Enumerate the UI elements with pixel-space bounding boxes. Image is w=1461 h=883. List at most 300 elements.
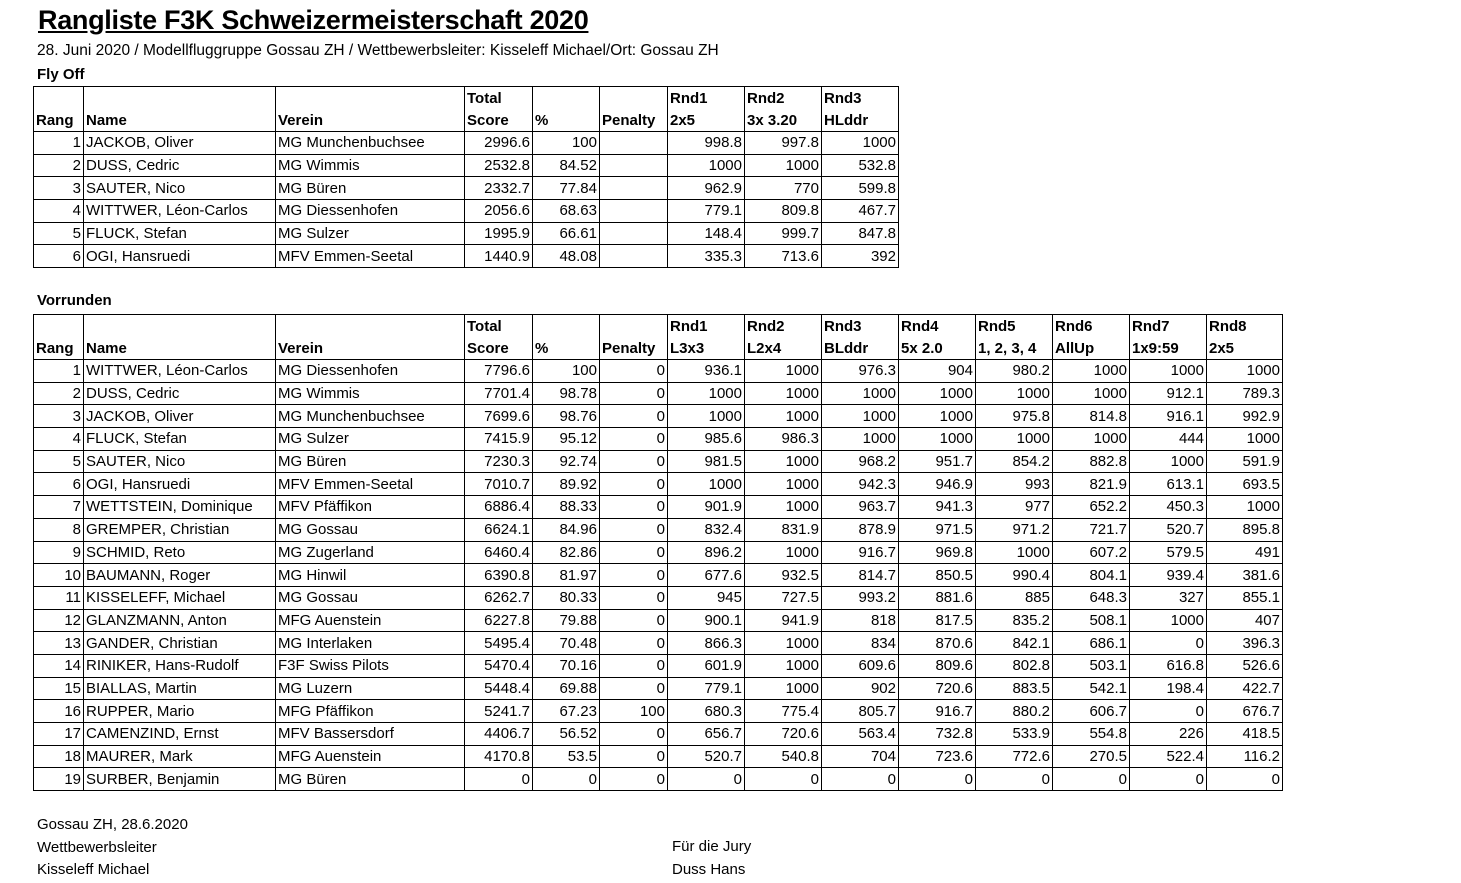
table-cell: DUSS, Cedric (84, 382, 276, 405)
table-cell: 814.8 (1053, 405, 1130, 428)
table-cell: 95.12 (533, 428, 600, 451)
table-cell: 48.08 (533, 245, 600, 268)
table-cell: MFV Emmen-Seetal (276, 473, 465, 496)
table-cell: 916.1 (1130, 405, 1207, 428)
table-cell: 814.7 (822, 564, 899, 587)
table-cell: GLANZMANN, Anton (84, 609, 276, 632)
header-cell: Rang (34, 109, 84, 132)
table-cell: 1000 (976, 541, 1053, 564)
header-cell: L2x4 (745, 337, 822, 360)
table-cell: 804.1 (1053, 564, 1130, 587)
table-cell: MG Interlaken (276, 632, 465, 655)
table-cell: 866.3 (668, 632, 745, 655)
table-cell: 680.3 (668, 700, 745, 723)
table-cell: 4 (34, 200, 84, 223)
table-cell: 0 (465, 768, 533, 791)
table-cell: BIALLAS, Martin (84, 677, 276, 700)
table-cell: 6 (34, 245, 84, 268)
table-cell: 98.78 (533, 382, 600, 405)
table-cell: 904 (899, 360, 976, 383)
table-cell: 941.3 (899, 496, 976, 519)
table-cell: 422.7 (1207, 677, 1283, 700)
table-cell: 916.7 (822, 541, 899, 564)
table-cell: 976.3 (822, 360, 899, 383)
table-row (34, 496, 1283, 519)
table-cell: 70.48 (533, 632, 600, 655)
table-cell: 84.96 (533, 518, 600, 541)
table-cell: 817.5 (899, 609, 976, 632)
table-cell: 1000 (668, 382, 745, 405)
table-cell: 66.61 (533, 222, 600, 245)
header-cell: Verein (276, 337, 465, 360)
header-cell: Rnd5 (976, 315, 1053, 338)
header-cell: Rnd8 (1207, 315, 1283, 338)
table-cell: WITTWER, Léon-Carlos (84, 200, 276, 223)
table-cell: 81.97 (533, 564, 600, 587)
table-row (34, 382, 1283, 405)
table-cell: MG Luzern (276, 677, 465, 700)
table-cell: MFG Auenstein (276, 609, 465, 632)
table-cell: 70.16 (533, 654, 600, 677)
table-cell: MG Munchenbuchsee (276, 132, 465, 155)
header-cell (276, 315, 465, 338)
table-cell: 1000 (745, 360, 822, 383)
table-cell: 563.4 (822, 723, 899, 746)
footer-left (37, 814, 188, 882)
table-cell: 579.5 (1130, 541, 1207, 564)
table-cell: 1000 (822, 428, 899, 451)
header-cell: Name (84, 337, 276, 360)
header-cell (533, 315, 600, 338)
table-row (34, 245, 899, 268)
table-cell: 0 (600, 677, 668, 700)
table-cell: 0 (600, 632, 668, 655)
table-cell: 5448.4 (465, 677, 533, 700)
table-cell: 704 (822, 745, 899, 768)
table-cell: 392 (822, 245, 899, 268)
table-cell: 779.1 (668, 200, 745, 223)
table-cell: 896.2 (668, 541, 745, 564)
table-cell: 975.8 (976, 405, 1053, 428)
table-cell: 1000 (976, 428, 1053, 451)
table-cell: 407 (1207, 609, 1283, 632)
table-cell: 6460.4 (465, 541, 533, 564)
table-cell: 599.8 (822, 177, 899, 200)
table-cell: SURBER, Benjamin (84, 768, 276, 791)
table-cell: 1000 (745, 382, 822, 405)
header-cell: 2x5 (668, 109, 745, 132)
table-cell: 10 (34, 564, 84, 587)
table-cell: 68.63 (533, 200, 600, 223)
table-cell: 606.7 (1053, 700, 1130, 723)
table-cell: 67.23 (533, 700, 600, 723)
table-cell: 532.8 (822, 154, 899, 177)
table-cell: 4 (34, 428, 84, 451)
table-row (34, 200, 899, 223)
table-cell (600, 200, 668, 223)
table-cell: 770 (745, 177, 822, 200)
table-cell: MG Diessenhofen (276, 200, 465, 223)
header-cell: Verein (276, 109, 465, 132)
table-cell: RUPPER, Mario (84, 700, 276, 723)
table-cell: 977 (976, 496, 1053, 519)
header-cell: 2x5 (1207, 337, 1283, 360)
flyoff-label: Fly Off (37, 66, 85, 83)
table-cell: 12 (34, 609, 84, 632)
table-cell: 809.8 (745, 200, 822, 223)
table-cell: 116.2 (1207, 745, 1283, 768)
table-cell: 7230.3 (465, 450, 533, 473)
table-cell: MFV Pfäffikon (276, 496, 465, 519)
table-cell: 946.9 (899, 473, 976, 496)
table-cell: 932.5 (745, 564, 822, 587)
table-cell: 226 (1130, 723, 1207, 746)
table-cell: 1000 (1053, 428, 1130, 451)
table-cell: 942.3 (822, 473, 899, 496)
table-cell: WETTSTEIN, Dominique (84, 496, 276, 519)
table-cell: 89.92 (533, 473, 600, 496)
table-cell: 720.6 (899, 677, 976, 700)
table-cell: MFV Emmen-Seetal (276, 245, 465, 268)
table-cell: 847.8 (822, 222, 899, 245)
table-cell: 1000 (822, 405, 899, 428)
table-cell: 270.5 (1053, 745, 1130, 768)
table-cell: 912.1 (1130, 382, 1207, 405)
table-cell: 677.6 (668, 564, 745, 587)
table-cell: 885 (976, 586, 1053, 609)
header-cell: 1x9:59 (1130, 337, 1207, 360)
table-cell: 80.33 (533, 586, 600, 609)
table-row (34, 541, 1283, 564)
table-cell: 854.2 (976, 450, 1053, 473)
table-cell: 821.9 (1053, 473, 1130, 496)
header-row (34, 315, 1283, 338)
table-row (34, 473, 1283, 496)
header-cell: BLddr (822, 337, 899, 360)
table-cell: 491 (1207, 541, 1283, 564)
table-cell: 832.4 (668, 518, 745, 541)
header-cell (600, 87, 668, 110)
table-cell (600, 177, 668, 200)
table-row (34, 177, 899, 200)
table-cell: 0 (600, 405, 668, 428)
table-cell: FLUCK, Stefan (84, 222, 276, 245)
footer-date-place: Gossau ZH, 28.6.2020 (37, 816, 188, 833)
table-cell: 520.7 (1130, 518, 1207, 541)
table-cell: 0 (745, 768, 822, 791)
table-cell: 870.6 (899, 632, 976, 655)
table-cell: 936.1 (668, 360, 745, 383)
header-cell: Rnd3 (822, 315, 899, 338)
table-cell: 613.1 (1130, 473, 1207, 496)
table-cell: 1 (34, 360, 84, 383)
table-cell: 0 (600, 382, 668, 405)
header-cell: Penalty (600, 337, 668, 360)
header-row (34, 87, 899, 110)
table-cell: 77.84 (533, 177, 600, 200)
table-cell: 779.1 (668, 677, 745, 700)
table-cell: 1 (34, 132, 84, 155)
table-cell: 992.9 (1207, 405, 1283, 428)
table-cell: MG Munchenbuchsee (276, 405, 465, 428)
table-cell: GANDER, Christian (84, 632, 276, 655)
table-cell: RINIKER, Hans-Rudolf (84, 654, 276, 677)
header-cell (600, 315, 668, 338)
table-cell: 1000 (976, 382, 1053, 405)
table-cell: 818 (822, 609, 899, 632)
table-cell: 993 (976, 473, 1053, 496)
table-cell: MFG Auenstein (276, 745, 465, 768)
table-cell: 883.5 (976, 677, 1053, 700)
table-cell: 6624.1 (465, 518, 533, 541)
table-cell: F3F Swiss Pilots (276, 654, 465, 677)
table-cell: OGI, Hansruedi (84, 473, 276, 496)
header-cell: Rnd7 (1130, 315, 1207, 338)
table-cell: 5 (34, 222, 84, 245)
header-cell (276, 87, 465, 110)
table-cell: MAURER, Mark (84, 745, 276, 768)
table-cell: 6886.4 (465, 496, 533, 519)
table-cell: 6 (34, 473, 84, 496)
table-cell: 1000 (745, 154, 822, 177)
table-cell: 1000 (745, 632, 822, 655)
table-cell: 1000 (899, 405, 976, 428)
table-cell: 1440.9 (465, 245, 533, 268)
table-cell (600, 132, 668, 155)
table-cell: 993.2 (822, 586, 899, 609)
table-cell: 396.3 (1207, 632, 1283, 655)
table-cell: 508.1 (1053, 609, 1130, 632)
table-cell: MFG Pfäffikon (276, 700, 465, 723)
event-subtitle: 28. Juni 2020 / Modellfluggruppe Gossau ZH / Wettbewerbsleiter: Kisseleff Michael/Ort: Gossau ZH (37, 42, 719, 59)
table-cell: 772.6 (976, 745, 1053, 768)
header-cell: Rnd1 (668, 87, 745, 110)
header-cell: 3x 3.20 (745, 109, 822, 132)
table-cell: 607.2 (1053, 541, 1130, 564)
table-cell: 0 (600, 496, 668, 519)
footer-role: Wettbewerbsleiter (37, 838, 157, 856)
table-cell: 999.7 (745, 222, 822, 245)
table-cell: 7701.4 (465, 382, 533, 405)
footer-right (672, 836, 751, 881)
table-cell: 1000 (899, 428, 976, 451)
header-cell: % (533, 109, 600, 132)
table-cell: 998.8 (668, 132, 745, 155)
table-cell: 721.7 (1053, 518, 1130, 541)
table-cell: 986.3 (745, 428, 822, 451)
table-cell: 1000 (1207, 496, 1283, 519)
table-cell: 881.6 (899, 586, 976, 609)
table-cell: 5495.4 (465, 632, 533, 655)
table-cell: MG Büren (276, 177, 465, 200)
header-cell: Rnd1 (668, 315, 745, 338)
table-cell: 7699.6 (465, 405, 533, 428)
table-cell: 842.1 (976, 632, 1053, 655)
table-cell: 980.2 (976, 360, 1053, 383)
table-cell: 601.9 (668, 654, 745, 677)
table-cell: 878.9 (822, 518, 899, 541)
header-cell: Penalty (600, 109, 668, 132)
table-cell (600, 245, 668, 268)
table-cell (600, 154, 668, 177)
table-cell: 834 (822, 632, 899, 655)
vorrunden-table (33, 314, 1283, 791)
table-cell: 732.8 (899, 723, 976, 746)
table-cell: 19 (34, 768, 84, 791)
table-cell: 0 (600, 473, 668, 496)
table-cell: 7 (34, 496, 84, 519)
table-cell: 88.33 (533, 496, 600, 519)
footer-signatory: Kisseleff Michael (37, 861, 150, 878)
table-cell: 82.86 (533, 541, 600, 564)
table-cell: 727.5 (745, 586, 822, 609)
table-cell: 92.74 (533, 450, 600, 473)
table-cell: 4406.7 (465, 723, 533, 746)
table-cell: 0 (1130, 768, 1207, 791)
header-cell: Rnd4 (899, 315, 976, 338)
table-cell: 882.8 (1053, 450, 1130, 473)
table-cell: 2996.6 (465, 132, 533, 155)
table-cell: 775.4 (745, 700, 822, 723)
table-cell: 14 (34, 654, 84, 677)
table-cell: 686.1 (1053, 632, 1130, 655)
table-cell: 2332.7 (465, 177, 533, 200)
table-cell: MFV Bassersdorf (276, 723, 465, 746)
header-cell: Score (465, 337, 533, 360)
table-cell: 895.8 (1207, 518, 1283, 541)
table-cell: MG Gossau (276, 586, 465, 609)
table-cell: 18 (34, 745, 84, 768)
header-cell: L3x3 (668, 337, 745, 360)
table-row (34, 632, 1283, 655)
header-cell: Total (465, 315, 533, 338)
table-cell: 467.7 (822, 200, 899, 223)
header-cell: Rnd6 (1053, 315, 1130, 338)
table-cell: SCHMID, Reto (84, 541, 276, 564)
table-row (34, 564, 1283, 587)
table-cell: 1000 (745, 450, 822, 473)
table-cell: OGI, Hansruedi (84, 245, 276, 268)
table-cell: 1000 (1130, 609, 1207, 632)
table-cell: 0 (1130, 700, 1207, 723)
table-cell: 880.2 (976, 700, 1053, 723)
table-cell: 0 (600, 360, 668, 383)
table-cell: SAUTER, Nico (84, 177, 276, 200)
table-cell: 2 (34, 154, 84, 177)
table-cell: 3 (34, 405, 84, 428)
table-cell: 1995.9 (465, 222, 533, 245)
table-cell: 616.8 (1130, 654, 1207, 677)
table-cell: 100 (533, 132, 600, 155)
table-cell: 1000 (745, 496, 822, 519)
table-cell: 148.4 (668, 222, 745, 245)
table-cell: 450.3 (1130, 496, 1207, 519)
table-cell: KISSELEFF, Michael (84, 586, 276, 609)
table-cell: 945 (668, 586, 745, 609)
table-cell: 900.1 (668, 609, 745, 632)
table-cell: 951.7 (899, 450, 976, 473)
table-cell: 17 (34, 723, 84, 746)
header-cell: Rnd3 (822, 87, 899, 110)
table-cell: 335.3 (668, 245, 745, 268)
table-cell: 444 (1130, 428, 1207, 451)
table-cell: 971.5 (899, 518, 976, 541)
header-row (34, 337, 1283, 360)
table-cell: JACKOB, Oliver (84, 405, 276, 428)
table-cell: 503.1 (1053, 654, 1130, 677)
table-cell: 850.5 (899, 564, 976, 587)
table-cell: MG Büren (276, 450, 465, 473)
header-cell (34, 315, 84, 338)
table-cell: 1000 (1207, 428, 1283, 451)
table-cell: 1000 (822, 382, 899, 405)
table-cell: BAUMANN, Roger (84, 564, 276, 587)
table-cell: JACKOB, Oliver (84, 132, 276, 155)
table-cell: 985.6 (668, 428, 745, 451)
table-cell: 533.9 (976, 723, 1053, 746)
table-cell: 723.6 (899, 745, 976, 768)
header-cell: Name (84, 109, 276, 132)
table-cell: 1000 (1130, 450, 1207, 473)
table-cell: 990.4 (976, 564, 1053, 587)
table-row (34, 360, 1283, 383)
table-cell: 522.4 (1130, 745, 1207, 768)
table-cell: 5241.7 (465, 700, 533, 723)
table-cell: 968.2 (822, 450, 899, 473)
table-cell: 1000 (1130, 360, 1207, 383)
table-cell: 418.5 (1207, 723, 1283, 746)
table-cell: 916.7 (899, 700, 976, 723)
table-cell: 0 (668, 768, 745, 791)
table-cell: 802.8 (976, 654, 1053, 677)
table-cell: 520.7 (668, 745, 745, 768)
table-cell: MG Zugerland (276, 541, 465, 564)
table-cell: 526.6 (1207, 654, 1283, 677)
table-cell: 835.2 (976, 609, 1053, 632)
table-cell: MG Sulzer (276, 428, 465, 451)
table-cell: 84.52 (533, 154, 600, 177)
table-cell: 0 (600, 450, 668, 473)
table-cell: MG Gossau (276, 518, 465, 541)
header-cell: % (533, 337, 600, 360)
table-cell: 100 (533, 360, 600, 383)
table-row (34, 677, 1283, 700)
header-cell: AllUp (1053, 337, 1130, 360)
table-cell: 0 (822, 768, 899, 791)
table-cell: 6227.8 (465, 609, 533, 632)
table-cell: 720.6 (745, 723, 822, 746)
table-cell: 327 (1130, 586, 1207, 609)
header-cell: Rnd2 (745, 87, 822, 110)
table-cell: GREMPER, Christian (84, 518, 276, 541)
table-cell: 0 (899, 768, 976, 791)
table-cell: MG Sulzer (276, 222, 465, 245)
table-row (34, 154, 899, 177)
table-cell: DUSS, Cedric (84, 154, 276, 177)
table-cell: 0 (600, 609, 668, 632)
header-row (34, 109, 899, 132)
table-row (34, 723, 1283, 746)
table-cell: FLUCK, Stefan (84, 428, 276, 451)
table-cell: 542.1 (1053, 677, 1130, 700)
table-cell: 969.8 (899, 541, 976, 564)
table-cell: 648.3 (1053, 586, 1130, 609)
header-cell: 1, 2, 3, 4 (976, 337, 1053, 360)
table-cell: 652.2 (1053, 496, 1130, 519)
table-cell: MG Büren (276, 768, 465, 791)
table-cell (600, 222, 668, 245)
table-cell: 1000 (668, 473, 745, 496)
